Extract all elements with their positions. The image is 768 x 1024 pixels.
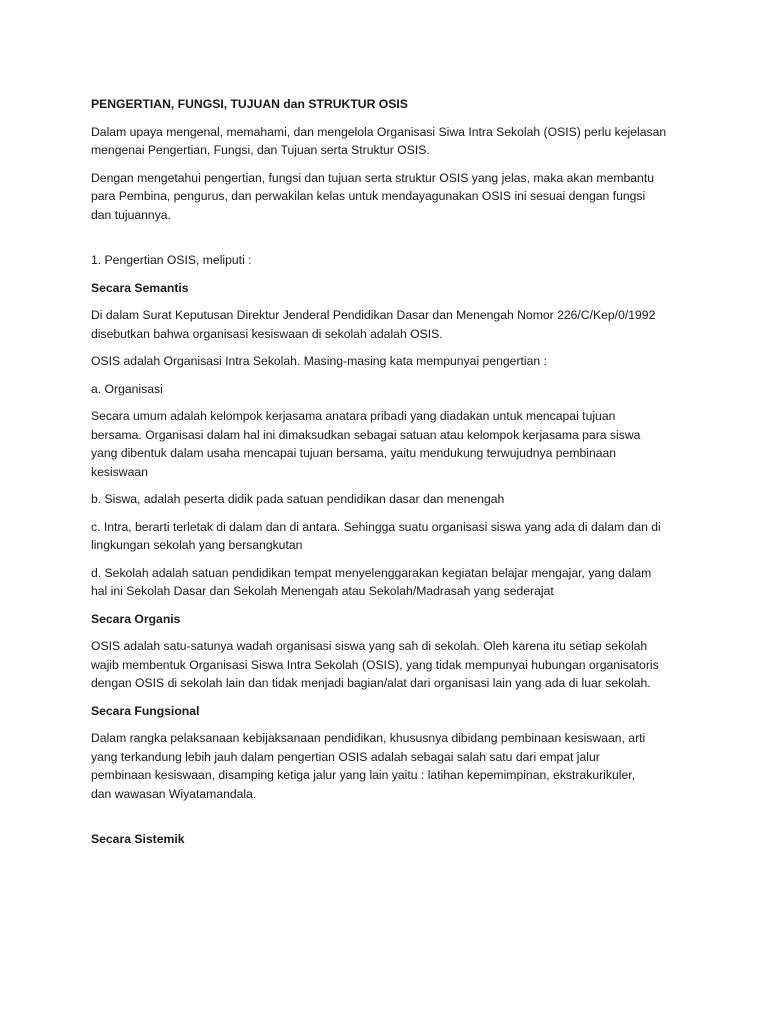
organisasi-heading — [91, 380, 691, 399]
blank-line — [91, 812, 691, 830]
paragraph-line: hal ini Sekolah Dasar dan Sekolah Menengah atau Sekolah/Madrasah yang sederajat — [91, 584, 554, 598]
paragraph-line: kesiswaan — [91, 464, 148, 479]
organis-heading — [91, 610, 691, 629]
paragraph-line: Dengan mengetahui pengertian, fungsi dan tujuan serta struktur OSIS yang jelas, maka akan membantu — [91, 170, 654, 185]
semantis-heading — [91, 279, 691, 298]
organisasi-paragraph — [91, 407, 691, 481]
title-text: PENGERTIAN, FUNGSI, TUJUAN dan STRUKTUR OSIS — [91, 97, 408, 111]
paragraph-line: bersama. Organisasi dalam hal ini dimaksudkan sebagai satuan atau kelompok kerjasama para siswa — [91, 427, 641, 442]
subheading-text: Secara Organis — [91, 611, 181, 626]
paragraph-line: Di dalam Surat Keputusan Direktur Jenderal Pendidikan Dasar dan Menengah Nomor 226/C/Kep/0/1992 — [91, 308, 656, 322]
subheading-text: Secara Fungsional — [91, 703, 200, 718]
sistemik-heading — [91, 830, 691, 849]
paragraph-line: Dalam upaya mengenal, memahami, dan mengelola Organisasi Siwa Intra Sekolah (OSIS) perlu kejelasan — [91, 124, 667, 139]
paragraph-line: c. Intra, berarti terletak di dalam dan di antara. Sehingga suatu organisasi siswa yang ada di dalam dan di — [91, 519, 661, 534]
section-1-heading — [91, 251, 691, 270]
subheading-text: Secara Semantis — [91, 280, 189, 295]
subheading-text: Secara Sistemik — [91, 832, 185, 846]
intro-paragraph-2 — [91, 169, 691, 225]
document-title — [91, 95, 691, 114]
paragraph-line: d. Sekolah adalah satuan pendidikan tempat menyelenggarakan kegiatan belajar mengajar, yang dalam — [91, 565, 652, 580]
paragraph-line: dan wawasan Wiyatamandala. — [91, 786, 257, 801]
fungsional-paragraph — [91, 729, 691, 803]
paragraph-line: Secara umum adalah kelompok kerjasama anatara pribadi yang diadakan untuk mencapai tujuan — [91, 409, 616, 423]
paragraph-line: wajib membentuk Organisasi Siswa Intra Sekolah (OSIS), yang tidak mempunyai hubungan organisatoris — [91, 657, 659, 672]
paragraph-line: para Pembina, pengurus, dan perwakilan kelas untuk mendayagunakan OSIS ini sesuai dengan fungsi — [91, 189, 646, 203]
siswa-paragraph — [91, 490, 691, 509]
semantis-paragraph — [91, 306, 691, 343]
paragraph-line: yang dibentuk dalam usaha mencapai tujuan bersama, yaitu mendukung terwujudnya pembinaan — [91, 446, 617, 460]
organis-paragraph — [91, 637, 691, 693]
list-item-heading: a. Organisasi — [91, 381, 163, 396]
section-heading-text: 1. Pengertian OSIS, meliputi : — [91, 253, 252, 267]
paragraph-line: disebutkan bahwa organisasi kesiswaan di sekolah adalah OSIS. — [91, 326, 443, 341]
paragraph-line: dengan OSIS di sekolah lain dan tidak menjadi bagian/alat dari organisasi lain yang ada di luar sekolah. — [91, 676, 651, 690]
intro-paragraph-1 — [91, 123, 691, 160]
paragraph-line: dan tujuannya. — [91, 207, 171, 222]
sekolah-paragraph — [91, 564, 691, 601]
paragraph-line: pembinaan kesiswaan, disamping ketiga jalur yang lain yaitu : latihan kepemimpinan, ekstrakurikuler, — [91, 768, 635, 782]
paragraph-line: yang terkandung lebih jauh dalam pengertian OSIS adalah sebagai salah satu dari empat jalur — [91, 749, 600, 764]
intra-paragraph — [91, 518, 691, 555]
paragraph-line: OSIS adalah Organisasi Intra Sekolah. Masing-masing kata mempunyai pengertian : — [91, 354, 547, 368]
document-body — [91, 95, 691, 858]
paragraph-line: OSIS adalah satu-satunya wadah organisasi siswa yang sah di sekolah. Oleh karena itu setiap sekolah — [91, 639, 648, 653]
paragraph-line: b. Siswa, adalah peserta didik pada satuan pendidikan dasar dan menengah — [91, 492, 505, 506]
osis-definition — [91, 352, 691, 371]
blank-line — [91, 233, 691, 251]
fungsional-heading — [91, 702, 691, 721]
paragraph-line: mengenai Pengertian, Fungsi, dan Tujuan serta Struktur OSIS. — [91, 143, 430, 157]
paragraph-line: lingkungan sekolah yang bersangkutan — [91, 538, 303, 552]
paragraph-line: Dalam rangka pelaksanaan kebijaksanaan pendidikan, khususnya dibidang pembinaan kesiswaan, arti — [91, 731, 646, 745]
